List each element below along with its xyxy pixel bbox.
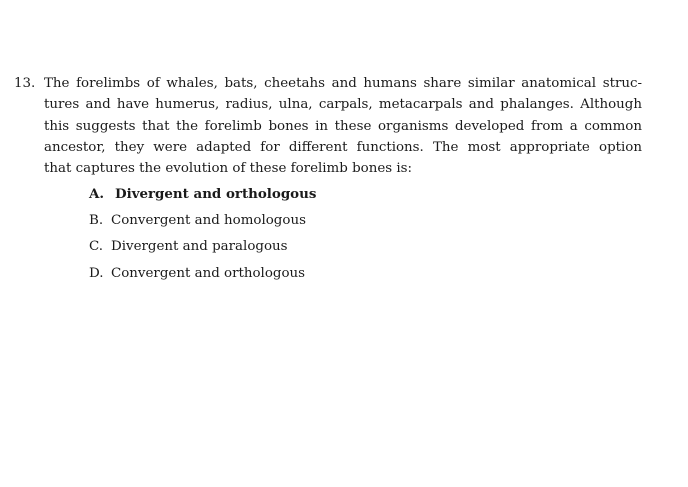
- question-line: that captures the evolution of these forelimb bones is:: [44, 161, 413, 177]
- option-letter: D.: [89, 265, 104, 281]
- option-text: Divergent and paralogous: [111, 239, 288, 254]
- answer-options: [89, 181, 316, 287]
- option-c: [89, 234, 316, 261]
- option-a: [89, 181, 316, 208]
- question-line: ancestor, they were adapted for different functions. The most appropriate option: [44, 139, 642, 155]
- option-letter: B.: [89, 212, 104, 228]
- option-letter: A.: [89, 186, 105, 202]
- option-text: Convergent and homologous: [111, 212, 306, 228]
- question-block: [14, 73, 642, 179]
- question-line: tures and have humerus, radius, ulna, carpals, metacarpals and phalanges. Although: [44, 97, 642, 113]
- question-line: this suggests that the forelimb bones in these organisms developed from a common: [44, 118, 642, 134]
- question-text: [44, 73, 642, 179]
- option-b: [89, 208, 316, 235]
- option-text: Convergent and orthologous: [111, 265, 306, 281]
- option-letter: C.: [89, 239, 104, 254]
- option-d: [89, 261, 316, 288]
- question-number: 13.: [14, 76, 36, 91]
- option-text: Divergent and orthologous: [115, 186, 317, 202]
- question-line: The forelimbs of whales, bats, cheetahs and humans share similar anatomical struc-: [44, 76, 642, 91]
